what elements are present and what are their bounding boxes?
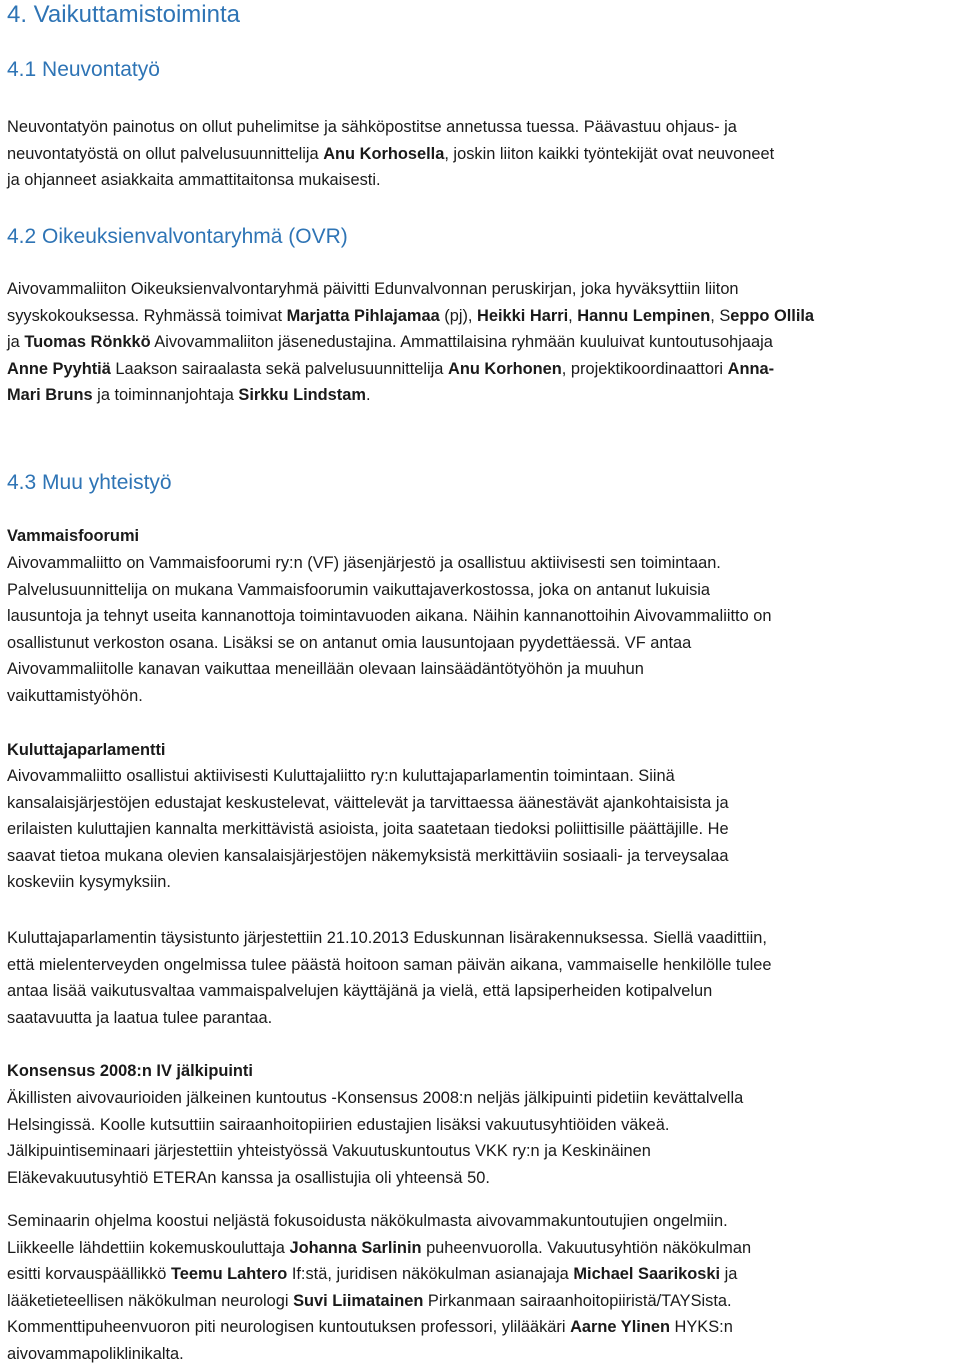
paragraph-kuluttajaparlamentti-1 (7, 763, 960, 896)
heading-4-3-muu-yhteistyo: 4.3 Muu yhteistyö (7, 471, 172, 494)
subheading-kuluttajaparlamentti: Kuluttajaparlamentti (7, 741, 166, 759)
text-run: Pirkanmaan sairaanhoitopiiristä/TAYSista. (423, 1291, 732, 1310)
text-run: Kommenttipuheenvuoron piti neurologisen kuntoutuksen professori, ylilääkäri (7, 1318, 571, 1337)
text-run: aivovammapoliklinikalta. (7, 1344, 184, 1363)
text-run: , (568, 306, 578, 325)
text-line (7, 577, 960, 604)
text-run: Laakson sairaalasta sekä palvelusuunnittelija (110, 359, 448, 378)
text-line (7, 1112, 960, 1139)
bold-name: Marjatta Pihlajamaa (286, 306, 440, 325)
heading-4-vaikuttamistoiminta: 4. Vaikuttamistoiminta (7, 1, 240, 28)
heading-4-1-neuvontatyo: 4.1 Neuvontatyö (7, 58, 160, 81)
bold-name: eppo Ollila (730, 306, 815, 325)
text-run: saavat tietoa mukana olevien kansalaisjärjestöjen näkemyksistä merkittäviin sosiaali- ja terveysalaa (7, 846, 729, 865)
bold-name: Anu Korhonen (447, 359, 562, 378)
text-line (7, 167, 960, 194)
text-line (7, 790, 960, 817)
text-run: Äkillisten aivovaurioiden jälkeinen kuntoutus -Konsensus 2008:n neljäs jälkipuinti pidetiin kevättalvella (7, 1089, 744, 1107)
text-line (7, 1261, 960, 1288)
text-line (7, 763, 960, 790)
paragraph-konsensus-1 (7, 1085, 960, 1191)
text-run: , S (710, 306, 731, 325)
text-run: . (365, 386, 371, 405)
text-run: neuvontatyöstä on ollut palvelusuunnittelija (7, 144, 324, 163)
text-line (7, 952, 960, 979)
text-line (7, 630, 960, 657)
subheading-vammaisfoorumi: Vammaisfoorumi (7, 527, 140, 545)
text-line (7, 843, 960, 870)
heading-4-2-ovr: 4.2 Oikeuksienvalvontaryhmä (OVR) (7, 225, 348, 248)
text-run: HYKS:n (669, 1318, 733, 1337)
text-run: Helsingissä. Koolle kutsuttiin sairaanhoitopiirien edustajien lisäksi vakuutusyhtiöiden väkeä. (7, 1115, 670, 1134)
text-line (7, 816, 960, 843)
bold-name: Johanna Sarlinin (289, 1238, 422, 1257)
bold-name: Tuomas Rönkkö (24, 333, 151, 352)
bold-name: Anne Pyyhtiä (7, 359, 111, 378)
bold-name: Heikki Harri (477, 306, 569, 325)
text-line (7, 1138, 960, 1165)
text-run: Aivovammaliiton jäsenedustajina. Ammattilaisina ryhmään kuuluivat kuntoutusohjaaja (150, 333, 773, 352)
text-run: Aivovammaliitto osallistui aktiivisesti Kuluttajaliitto ry:n kuluttajaparlamentin toimintaan. Siinä (7, 767, 675, 785)
text-line (7, 329, 960, 356)
text-run: syyskokouksessa. Ryhmässä toimivat (7, 306, 287, 325)
bold-name: Anna- (727, 359, 775, 378)
bold-name: Michael Saarikoski (573, 1265, 721, 1284)
text-line (7, 1288, 960, 1315)
text-line (7, 1341, 960, 1368)
text-run: ja ohjanneet asiakkaita ammattitaitonsa mukaisesti. (7, 171, 381, 190)
text-line (7, 1235, 960, 1262)
paragraph-kuluttajaparlamentti-2 (7, 925, 960, 1031)
text-line (7, 925, 960, 952)
text-run: ja (720, 1265, 738, 1284)
text-line (7, 1165, 960, 1192)
paragraph-konsensus-2 (7, 1208, 960, 1368)
paragraph-vammaisfoorumi (7, 550, 960, 710)
text-run: , projektikoordinaattori (561, 359, 728, 378)
text-line (7, 1085, 960, 1112)
text-line (7, 303, 960, 330)
text-run: saatavuutta ja laatua tulee parantaa. (7, 1008, 273, 1027)
text-run: Liikkeelle lähdettiin kokemuskouluttaja (7, 1238, 290, 1257)
paragraph-neuvontatyo (7, 114, 960, 194)
text-run: esitti korvauspäällikkö (7, 1265, 171, 1284)
subheading-konsensus: Konsensus 2008:n IV jälkipuinti (7, 1062, 253, 1080)
text-run: koskeviin kysymyksiin. (7, 873, 171, 892)
text-run: kansalaisjärjestöjen edustajat keskustelevat, väittelevät ja tarvittaessa äänestävät ajankohtaisista ja (7, 793, 729, 812)
text-run: antaa lisää vaikutusvaltaa vammaispalvelujen käyttäjänä ja vielä, että lapsiperheiden kotipalvelun (7, 982, 713, 1001)
text-run: lääketieteellisen näkökulman neurologi (7, 1291, 294, 1310)
bold-name: Suvi Liimatainen (293, 1291, 424, 1310)
text-run: Eläkevakuutusyhtiö ETERAn kanssa ja osallistujia oli yhteensä 50. (7, 1168, 490, 1187)
text-line (7, 1208, 960, 1235)
text-run: Jälkipuintiseminaari järjestettiin yhteistyössä Vakuutuskuntoutus VKK ry:n ja Keskinäinen (7, 1142, 651, 1161)
text-line (7, 1314, 960, 1341)
text-line (7, 869, 960, 896)
bold-name: Mari Bruns (7, 386, 93, 405)
text-run: Aivovammaliiton Oikeuksienvalvontaryhmä päivitti Edunvalvonnan peruskirjan, joka hyväksyttiin liiton (7, 280, 739, 298)
text-line (7, 114, 960, 141)
bold-name: Hannu Lempinen (577, 306, 711, 325)
text-run: puheenvuorolla. Vakuutusyhtiön näkökulman (421, 1238, 752, 1257)
text-line (7, 141, 960, 168)
text-run: If:stä, juridisen näkökulman asianajaja (287, 1265, 574, 1284)
text-run: Aivovammaliitto on Vammaisfoorumi ry:n (VF) jäsenjärjestö ja osallistuu aktiivisesti sen toimintaan. (7, 554, 721, 572)
bold-name: Aarne Ylinen (570, 1318, 670, 1337)
bold-name: Teemu Lahtero (170, 1265, 288, 1284)
text-run: Palvelusuunnittelija on mukana Vammaisfoorumin vaikuttajaverkostossa, joka on antanut lukuisia (7, 580, 711, 599)
text-line (7, 683, 960, 710)
text-line (7, 603, 960, 630)
text-run: vaikuttamistyöhön. (7, 686, 143, 705)
text-run: osallistunut verkoston osana. Lisäksi se on antanut omia lausuntojaan pyydettäessä. VF antaa (7, 633, 692, 652)
text-run: , joskin liiton kaikki työntekijät ovat neuvoneet (444, 144, 775, 163)
text-run: erilaisten kuluttajien kannalta merkittävistä asioista, joita saatetaan tiedoksi poliittisille päättäjille. He (7, 820, 729, 839)
text-line (7, 550, 960, 577)
text-line (7, 978, 960, 1005)
text-line (7, 656, 960, 683)
text-run: lausuntoja ja tehnyt useita kannanottoja toimintavuoden aikana. Näihin kannanottoihin Aivovammaliitto on (7, 607, 772, 626)
text-run: Kuluttajaparlamentin täysistunto järjestettiin 21.10.2013 Eduskunnan lisärakennuksessa. Siellä vaadittiin, (7, 929, 767, 947)
bold-name: Sirkku Lindstam (238, 386, 366, 405)
text-line (7, 276, 960, 303)
text-run: Seminaarin ohjelma koostui neljästä fokusoidusta näkökulmasta aivovammakuntoutujien ongelmiin. (7, 1212, 728, 1230)
bold-name: Anu Korhosella (323, 144, 445, 163)
text-run: Neuvontatyön painotus on ollut puhelimitse ja sähköpostitse annetussa tuessa. Päävastuu ohjaus- ja (7, 118, 737, 136)
text-run: ja toiminnanjohtaja (92, 386, 239, 405)
text-line (7, 382, 960, 409)
text-run: ja (7, 333, 25, 352)
text-run: että mielenterveyden ongelmissa tulee päästä hoitoon saman päivän aikana, vammaiselle henkilölle tulee (7, 955, 772, 974)
text-run: (pj), (439, 306, 478, 325)
text-line (7, 356, 960, 383)
text-run: Aivovammaliitolle kanavan vaikuttaa meneillään olevaan lainsäädäntötyöhön ja muuhun (7, 660, 644, 679)
text-line (7, 1005, 960, 1032)
paragraph-ovr (7, 276, 960, 409)
